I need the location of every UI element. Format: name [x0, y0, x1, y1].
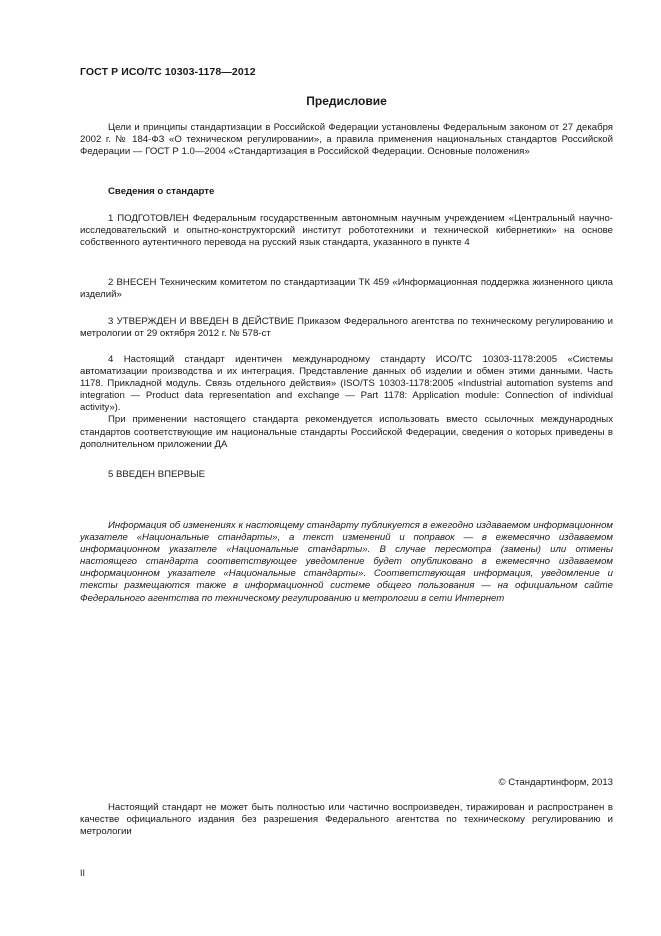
restriction-block: [80, 802, 613, 838]
item-5: [80, 469, 613, 481]
page-number: II: [80, 868, 86, 878]
item-1-text: 1 ПОДГОТОВЛЕН Федеральным государственным автономным научным учреждением «Центральный научно-исследовательский и опытно-конструкторский институт робототехники и технической кибернетики» на основе собственного аутентичного перевода на русский язык стандарта, указанного в пункте 4: [80, 213, 613, 249]
notice-block: [80, 520, 613, 605]
notice-text: Информация об изменениях к настоящему стандарту публикуется в ежегодно издаваемом информационном указателе «Национальные стандарты», а текст изменений и поправок — в ежемесячно издаваемом информационном указателе «Национальные стандарты». В случае пересмотра (замены) или отмены настоящего стандарта соответствующее уведомление будет опубликовано в ежемесячно издаваемом информационном указателе «Национальные стандарты». Соответствующая информация, уведомление и тексты размещаются также в информационной системе общего пользования — на официальном сайте Федерального агентства по техническому регулированию и метрологии в сети Интернет: [80, 520, 613, 604]
item-3-text: 3 УТВЕРЖДЕН И ВВЕДЕН В ДЕЙСТВИЕ Приказом Федерального агентства по техническому регулированию и метрологии от 29 октября 2012 г. № 578-ст: [80, 316, 613, 340]
document-number: ГОСТ Р ИСО/ТС 10303-1178—2012: [80, 66, 256, 78]
item-1: [80, 213, 613, 249]
section-heading: Сведения о стандарте: [108, 186, 215, 197]
intro-text: Цели и принципы стандартизации в Российской Федерации установлены Федеральным законом от 27 декабря 2002 г. № 184-ФЗ «О техническом регулировании», а правила применения национальных стандартов Российской Федерации — ГОСТ Р 1.0—2004 «Стандартизация в Российской Федерации. Основные положения»: [80, 122, 613, 158]
item-4-note: При применении настоящего стандарта рекомендуется использовать вместо ссылочных международных стандартов соответствующие им национальные стандарты Российской Федерации, сведения о которых приведены в дополнительном приложении ДА: [80, 414, 613, 450]
section-heading-block: [80, 186, 613, 198]
item-4-text: 4 Настоящий стандарт идентичен международному стандарту ИСО/ТС 10303-1178:2005 «Системы автоматизации производства и их интеграция. Представление данных об изделии и обмен этими данными. Часть 1178. Прикладной модуль. Связь отдельного действия» (ISO/TS 10303-1178:2005 «Industrial automation systems and integration — Product data representation and exchange — Part 1178: Application module: Connection of individual activity»).: [80, 354, 613, 414]
restriction-text: Настоящий стандарт не может быть полностью или частично воспроизведен, тиражирован и распространен в качестве официального издания без разрешения Федерального агентства по техническому регулированию и метрологии: [80, 802, 613, 838]
item-5-text: 5 ВВЕДЕН ВПЕРВЫЕ: [108, 469, 206, 480]
item-2-text: 2 ВНЕСЕН Техническим комитетом по стандартизации ТК 459 «Информационная поддержка жизненного цикла изделий»: [80, 277, 613, 301]
item-2: [80, 277, 613, 301]
item-4: [80, 354, 613, 451]
intro-paragraph: [80, 122, 613, 158]
copyright: © Стандартинформ, 2013: [498, 777, 613, 788]
page-title: Предисловие: [306, 94, 387, 108]
item-3: [80, 316, 613, 340]
